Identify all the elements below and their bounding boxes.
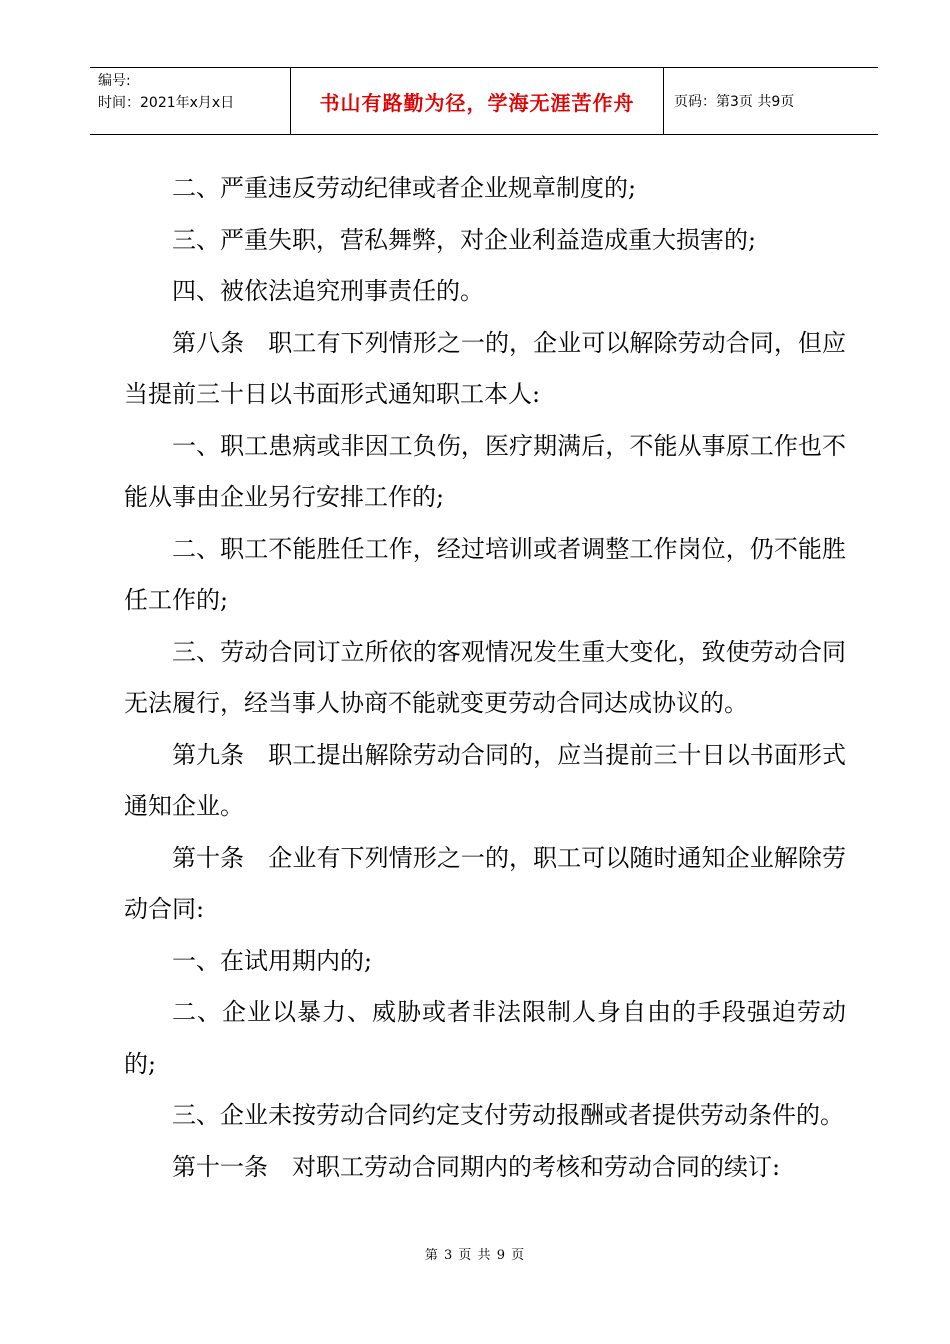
paragraph: 一、职工患病或非因工负伤，医疗期满后，不能从事原工作也不能从事由企业另行安排工作的; (124, 431, 846, 511)
paragraph: 第十一条 对职工劳动合同期内的考核和劳动合同的续订: (172, 1152, 781, 1181)
document-time-label: 时间：2021年x月x日 (98, 95, 235, 111)
paragraph: 二、企业以暴力、威胁或者非法限制人身自由的手段强迫劳动的; (124, 998, 846, 1078)
document-body (124, 163, 846, 1193)
header-page-info: 页码：第3页 共9页 (674, 94, 795, 110)
paragraph: 三、劳动合同订立所依的客观情况发生重大变化，致使劳动合同无法履行，经当事人协商不能就变更劳动合同达成协议的。 (124, 637, 846, 717)
paragraph: 一、在试用期内的; (172, 946, 373, 975)
paragraph: 二、职工不能胜任工作，经过培训或者调整工作岗位，仍不能胜任工作的; (124, 534, 846, 614)
document-number-label: 编号: (98, 73, 131, 89)
paragraph: 第十条 企业有下列情形之一的，职工可以随时通知企业解除劳动合同: (124, 843, 846, 923)
paragraph: 三、严重失职，营私舞弊，对企业利益造成重大损害的; (172, 225, 757, 254)
header-meta (90, 68, 291, 134)
header-slogan: 书山有路勤为径，学海无涯苦作舟 (291, 68, 664, 134)
paragraph: 第八条 职工有下列情形之一的，企业可以解除劳动合同，但应当提前三十日以书面形式通知职工本人: (124, 328, 846, 408)
paragraph: 三、企业未按劳动合同约定支付劳动报酬或者提供劳动条件的。 (172, 1101, 844, 1129)
page-footer: 第 3 页 共 9 页 (424, 1248, 526, 1263)
paragraph: 二、严重违反劳动纪律或者企业规章制度的; (172, 174, 637, 202)
paragraph: 第九条 职工提出解除劳动合同的，应当提前三十日以书面形式通知企业。 (124, 740, 846, 820)
document-header (90, 67, 878, 135)
paragraph: 四、被依法追究刑事责任的。 (172, 277, 484, 305)
